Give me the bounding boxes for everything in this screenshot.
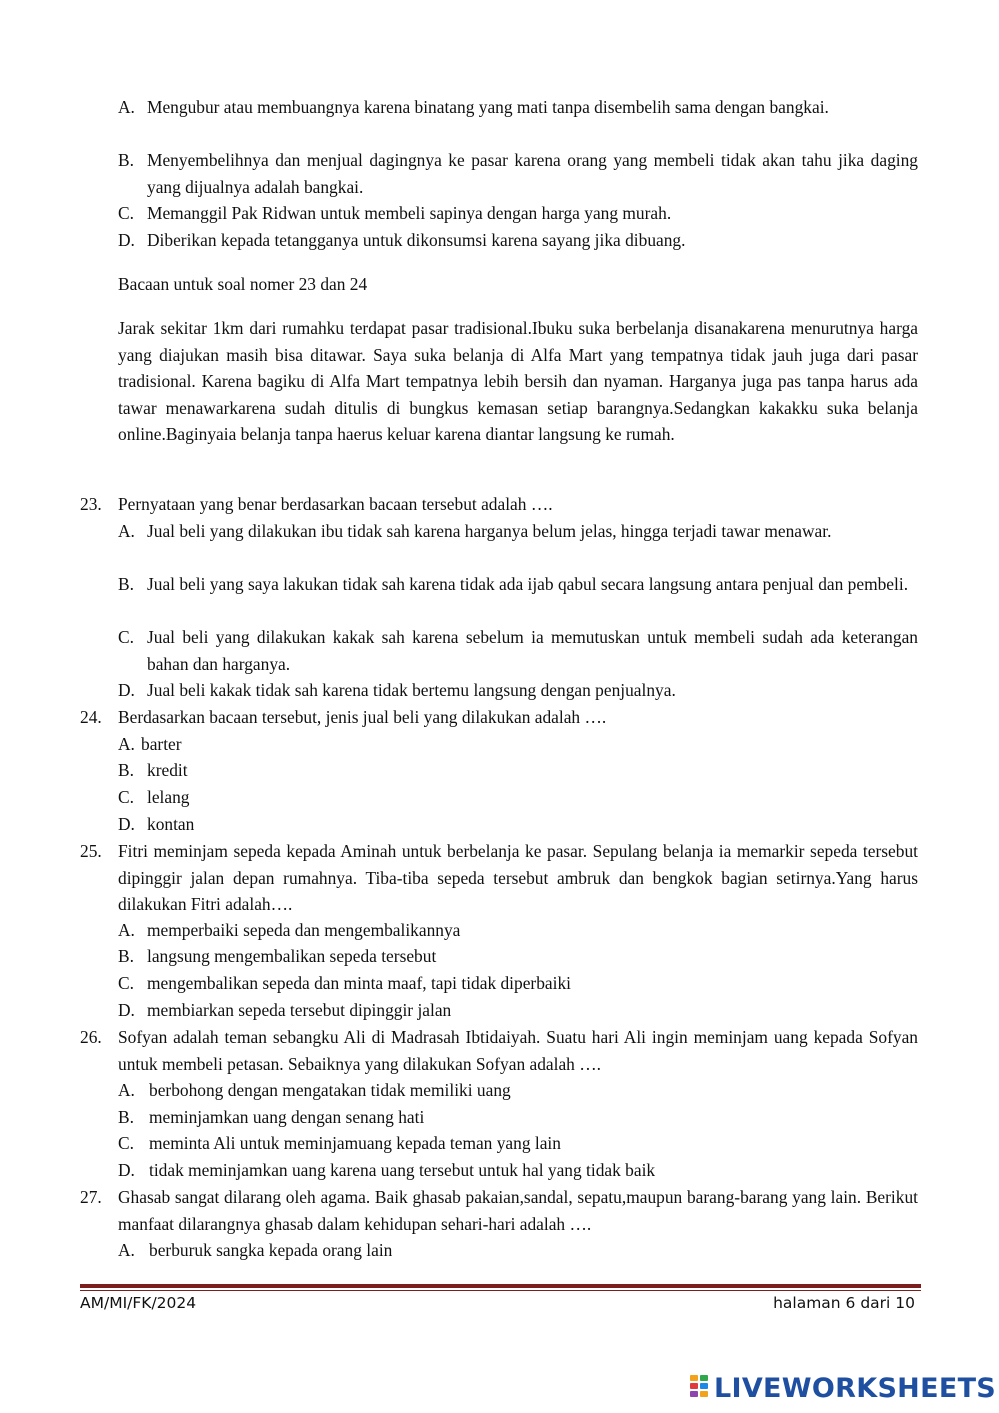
option-text: Mengubur atau membuangnya karena binatang yang mati tanpa disembelih sama dengan bangkai. — [147, 97, 829, 117]
q24-option-c[interactable] — [118, 784, 918, 811]
option-text: berbohong dengan mengatakan tidak memiliki uang — [149, 1080, 511, 1100]
option-text: Memanggil Pak Ridwan untuk membeli sapinya dengan harga yang murah. — [147, 203, 672, 223]
option-label: C. — [118, 627, 134, 647]
option-text: Diberikan kepada tetangganya untuk dikonsumsi karena sayang jika dibuang. — [147, 230, 686, 250]
option-label: D. — [118, 1000, 135, 1020]
q26-option-d[interactable] — [118, 1157, 918, 1184]
option-text: meminta Ali untuk meminjamuang kepada teman yang lain — [149, 1133, 561, 1153]
q25-option-d[interactable] — [118, 997, 918, 1024]
liveworksheets-logo[interactable] — [690, 1371, 996, 1405]
liveworksheets-icon — [690, 1375, 710, 1401]
q23-option-a[interactable] — [118, 518, 918, 545]
q23-option-d[interactable] — [118, 677, 918, 704]
q25-option-c[interactable] — [118, 970, 918, 997]
option-label: B. — [118, 574, 134, 594]
option-label: A. — [118, 1240, 135, 1260]
footer-divider-thin — [80, 1290, 921, 1291]
option-label: C. — [118, 1133, 134, 1153]
option-label: C. — [118, 973, 134, 993]
question-24 — [80, 704, 918, 731]
option-text: Jual beli yang dilakukan ibu tidak sah karena harganya belum jelas, hingga terjadi tawar menawar. — [147, 521, 832, 541]
q26-option-c[interactable] — [118, 1130, 918, 1157]
q23-option-c[interactable] — [118, 624, 918, 677]
question-25 — [80, 838, 918, 918]
option-label: B. — [118, 946, 134, 966]
brand-wordmark: LIVEWORKSHEETS — [714, 1372, 997, 1404]
option-label: A. — [118, 1080, 135, 1100]
q25-option-b[interactable] — [118, 943, 918, 970]
option-text: memperbaiki sepeda dan mengembalikannya — [147, 920, 461, 940]
question-text: Ghasab sangat dilarang oleh agama. Baik ghasab pakaian,sandal, sepatu,maupun barang-barang yang lain. Berikut manfaat dilarangnya ghasab dalam kehidupan sehari-hari adalah …. — [118, 1187, 918, 1234]
question-number: 26. — [80, 1027, 102, 1047]
question-text: Berdasarkan bacaan tersebut, jenis jual beli yang dilakukan adalah …. — [118, 707, 607, 727]
option-label: C. — [118, 787, 134, 807]
option-text: Jual beli yang saya lakukan tidak sah karena tidak ada ijab qabul secara langsung antara penjual dan pembeli. — [147, 574, 909, 594]
option-text: mengembalikan sepeda dan minta maaf, tapi tidak diperbaiki — [147, 973, 571, 993]
option-label: A. — [118, 920, 135, 940]
option-label: D. — [118, 814, 135, 834]
question-27 — [80, 1184, 918, 1237]
option-text: meminjamkan uang dengan senang hati — [149, 1107, 425, 1127]
question-number: 23. — [80, 494, 102, 514]
q24-option-b[interactable] — [118, 757, 918, 784]
q24-option-d[interactable] — [118, 811, 918, 838]
option-label: B. — [118, 150, 134, 170]
option-text: barter — [141, 734, 182, 754]
option-label: A. — [118, 521, 135, 541]
question-26 — [80, 1024, 918, 1077]
footer-divider — [80, 1284, 921, 1288]
question-23 — [80, 491, 918, 518]
option-label: D. — [118, 230, 135, 250]
question-text: Pernyataan yang benar berdasarkan bacaan tersebut adalah …. — [118, 494, 553, 514]
prev-option-b — [118, 147, 918, 200]
prev-option-a — [118, 94, 918, 121]
prev-option-c — [118, 200, 918, 227]
option-text: kontan — [147, 814, 195, 834]
option-label: B. — [118, 760, 134, 780]
option-text: tidak meminjamkan uang karena uang tersebut untuk hal yang tidak baik — [149, 1160, 656, 1180]
page-number: halaman 6 dari 10 — [773, 1294, 915, 1312]
q27-option-a[interactable] — [118, 1237, 918, 1264]
option-label: D. — [118, 680, 135, 700]
option-label: B. — [118, 1107, 134, 1127]
option-text: langsung mengembalikan sepeda tersebut — [147, 946, 437, 966]
q26-option-b[interactable] — [118, 1104, 918, 1131]
option-text: Jual beli yang dilakukan kakak sah karena sebelum ia memutuskan untuk membeli sudah ada keterangan bahan dan harganya. — [147, 627, 918, 674]
reading-heading: Bacaan untuk soal nomer 23 dan 24 — [118, 274, 368, 294]
option-text: berburuk sangka kepada orang lain — [149, 1240, 393, 1260]
option-label: D. — [118, 1160, 135, 1180]
q26-option-a[interactable] — [118, 1077, 918, 1104]
question-number: 25. — [80, 841, 102, 861]
option-label: C. — [118, 203, 134, 223]
question-number: 24. — [80, 707, 102, 727]
prev-option-d — [118, 227, 918, 254]
option-text: lelang — [147, 787, 190, 807]
option-text: membiarkan sepeda tersebut dipinggir jalan — [147, 1000, 452, 1020]
question-text: Fitri meminjam sepeda kepada Aminah untuk berbelanja ke pasar. Sepulang belanja ia memarkir sepeda tersebut dipinggir jalan depan rumahnya. Tiba-tiba sepeda tersebut ambruk dan bengkok bagian setirnya.Yang harus dilakukan Fitri adalah…. — [118, 841, 918, 914]
q25-option-a[interactable] — [118, 917, 918, 944]
option-text: kredit — [147, 760, 188, 780]
option-text: Jual beli kakak tidak sah karena tidak bertemu langsung dengan penjualnya. — [147, 680, 676, 700]
q24-option-a[interactable] — [118, 731, 918, 758]
option-text: Menyembelihnya dan menjual dagingnya ke pasar karena orang yang membeli tidak akan tahu jika daging yang dijualnya adalah bangkai. — [147, 150, 918, 197]
q23-option-b[interactable] — [118, 571, 918, 598]
reading-passage: Jarak sekitar 1km dari rumahku terdapat pasar tradisional.Ibuku suka berbelanja disanakarena menurutnya harga yang diajukan masih bisa ditawar. Saya suka belanja di Alfa Mart yang tempatnya tidak jauh juga dari pasar tradisional. Karena bagiku di Alfa Mart tempatnya lebih bersih dan nyaman. Harganya juga pas tanpa harus ada tawar menawarkarena sudah ditulis di bungkus kemasan setiap barangnya.Sedangkan kakakku suka belanja online.Baginyaia belanja tanpa haerus keluar karena diantar langsung ke rumah. — [118, 318, 918, 444]
option-label: A. — [118, 97, 135, 117]
option-label: A. — [118, 734, 135, 754]
question-text: Sofyan adalah teman sebangku Ali di Madrasah Ibtidaiyah. Suatu hari Ali ingin meminjam uang kepada Sofyan untuk membeli petasan. Sebaiknya yang dilakukan Sofyan adalah …. — [118, 1027, 918, 1074]
document-code: AM/MI/FK/2024 — [80, 1294, 197, 1312]
question-number: 27. — [80, 1187, 102, 1207]
